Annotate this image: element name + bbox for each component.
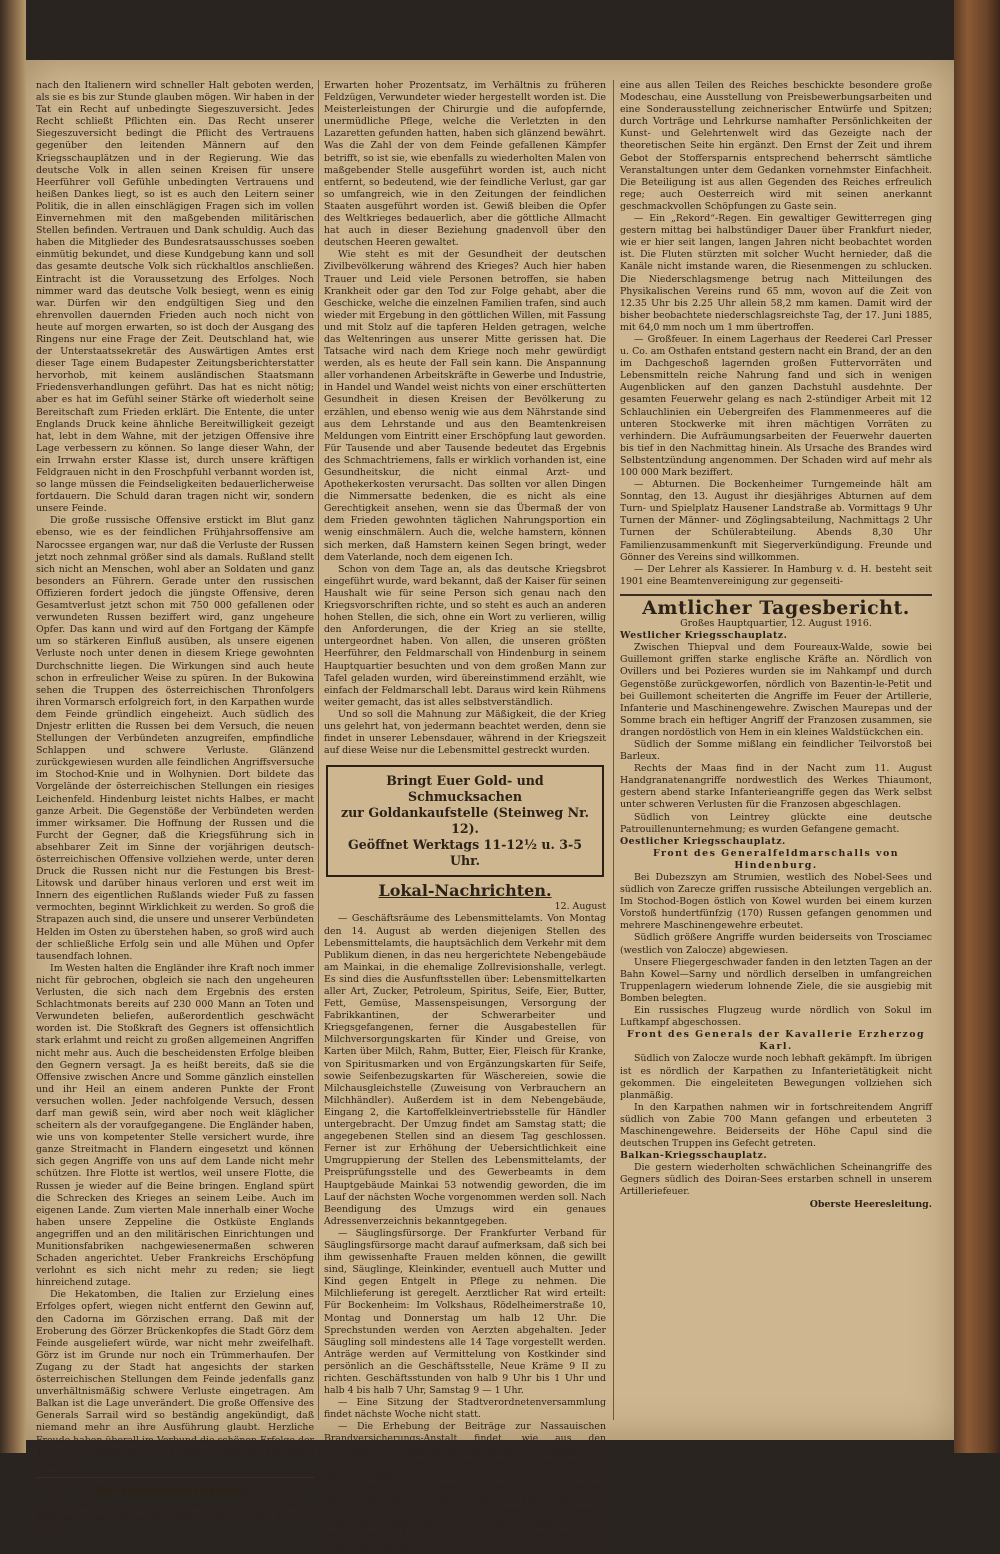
article-paragraph: Die große russische Offensive erstickt im Blut ganz ebenso, wie es der feindlichen Frühjahrsoffensive am Narocssee ergangen war, nur daß die Verluste der Russen jetzt noch zehnmal größer sind als damals. Rußland stellt sich nicht an Menschen, wohl aber an Soldaten und ganz besonders an Führern. Gerade unter den russischen Offizieren fordert jedoch die jüngste Offensive, deren Gesamtverlust jetzt schon mit 750 000 gefallenen oder verwundeten Russen beziffert wird, ganz ungeheure Opfer. Das kann und wird auf den Fortgang der Kämpfe um so stärkeren Einfluß ausüben, als unsere eigenen Verluste noch unter denen in diesem Kriege gewohnten Durchschnitte liegen. Die Wirkungen sind auch heute schon in erfreulicher Weise zu spüren. In der Bukowina sehen die Truppen des österreichischen Thronfolgers ihren Vormarsch erfolgreich fort, in den Karpathen wurde dem Feinde gründlich eingeheizt. Auch südlich des Dnjestr erlitten die Russen bei dem Versuch, die neuen Stellungen der Verbündeten anzugreifen, empfindliche Schlappen und schwere Verluste. Glänzend zurückgewiesen wurden alle feindlichen Angriffsversuche im Stochod-Knie und in Wolhynien. Dort bildete das Vorgelände der österreichischen Stellungen ein riesiges Leichenfeld. Hindenburg leistet nichts Halbes, er macht ganze Arbeit. Die Gegenstöße der Verbündeten werden immer wirksamer. Die Hoffnung der Russen und die Furcht der Gegner, daß die Kriegsführung sich in absehbarer Zeit im Sinne der vorjährigen deutsch-österreichischen Offensive vollziehen werde, unter deren Druck die Russen nicht nur die Festungen bis Brest-Litowsk und darüber hinaus verloren und erst weit im Innern des eigentlichen Rußlands wieder Fuß zu fassen vermochten, beginnt Wirklichkeit zu werden. So groß die Strapazen auch sind, die unsere und unserer Verbündeten Helden im Osten zu überstehen haben, so groß wird auch der schließliche Erfolg sein und alle Mühen und Opfer tausendfach lohnen. bbox=[36, 515, 314, 962]
gold-collection-advertisement bbox=[326, 765, 604, 877]
ad-line: Geöffnet Werktags 11-12½ u. 3-5 Uhr. bbox=[347, 837, 583, 869]
column-divider bbox=[613, 80, 614, 1420]
report-paragraph: Unsere Fliegergeschwader fanden in den letzten Tagen an der Bahn Kowel—Sarny und nördlich derselben in umfangreichen Truppenlagern wiederum lohnende Ziele, die sie ausgiebig mit Bomben belegten. bbox=[620, 956, 932, 1004]
report-paragraph: Südlich größere Angriffe wurden beiderseits von Trosciamec (westlich von Zalocze) abgewiesen. bbox=[620, 932, 932, 956]
newspaper-sheet bbox=[26, 60, 954, 1554]
report-paragraph: Südlich von Leintrey glückte eine deutsche Patrouillenunternehmung; es wurden Gefangene gemacht. bbox=[620, 811, 932, 835]
local-news-item: — Ein „Rekord“-Regen. Ein gewaltiger Gewitterregen ging gestern mittag bei halbstündiger Dauer über Frankfurt nieder, wie er hier seit langen, langen Jahren nicht beobachtet worden ist. Die Fluten stürzten mit solcher Wucht hernieder, daß die Kanäle nicht imstande waren, die Riesenmengen zu schlucken. Die Niederschlagsmenge betrug nach Mitteilungen des Physikalischen Vereins rund 65 mm, wovon auf die Zeit von 12.35 Uhr bis 2.25 Uhr allein 58,2 mm kamen. Damit wird der bisher beobachtete niederschlagsreichste Tag, der 17. Juni 1885, mit 64,0 mm noch um 1 mm übertroffen. bbox=[620, 213, 932, 333]
headline-kriegsgesundheit: Kriegsgesundheit. bbox=[93, 1480, 257, 1499]
report-paragraph: Südlich von Zalocze wurde noch lebhaft gekämpft. Im übrigen ist es nördlich der Karpathen zu Infanterietätigkeit nicht gekommen. Die eingeleiteten Bewegungen vollziehen sich planmäßig. bbox=[620, 1053, 932, 1101]
article-paragraph: Im Westen halten die Engländer ihre Kraft noch immer nicht für gebrochen, obgleich sie nach den ungeheuren Verlusten, die sich nach dem Ergebnis des ersten Schlachtmonats bereits auf 230 000 Mann an Toten und Verwundeten beliefen, außerordentlich geschwächt worden ist. Die Stoßkraft des Gegners ist offensichtlich stark erlahmt und reicht zu großen allgemeinen Angriffen nicht mehr aus. Auch die bescheidensten Erfolge bleiben den Gegnern versagt. Ja es heißt bereits, daß sie die Offensive zwischen Ancre und Somme gänzlich einstellen und ihr Heil an einem anderen Punkte der Front versuchen wollen. Jeder nachfolgende Versuch, dessen darf man gewiß sein, wird aber noch weit kläglicher scheitern als der voraufgegangene. Die Engländer haben, wie uns von kompetenter Stelle versichert wurde, ihre ganze Streitmacht in Flandern eingesetzt und können sich gegen Angriffe von uns auf dem Lande nicht mehr schützen. Ihre Flotte ist wertlos, weil unsere Flotte, die Russen je wieder auf die Beine bringen. England spürt die Schrecken des Krieges an seinem Leibe. Auch im eigenen Lande. Zum vierten Male innerhalb einer Woche haben unsere Zeppeline die Ostküste Englands angegriffen und an den militärischen Einrichtungen und Munitionsfabriken nachgewiesenermaßen schweren Schaden angerichtet. Ueber Frankreichs Erschöpfung verlohnt es sich nicht mehr zu reden; sie liegt hinreichend zutage. bbox=[36, 962, 314, 1289]
section-rule bbox=[36, 1477, 314, 1478]
column-divider bbox=[318, 80, 319, 1420]
report-paragraph: Rechts der Maas find in der Nacht zum 11. August Handgranatenangriffe nordwestlich des Werkes Thiaumont, gestern abend starke Infanterieangriffe gegen das Werk selbst unter schweren Verlusten für die Franzosen abgeschlagen. bbox=[620, 763, 932, 811]
local-news-item: — Der Lehrer als Kassierer. In Hamburg v. d. H. besteht seit 1901 eine Beamtenvereinigung zur gegenseiti- bbox=[620, 563, 932, 587]
headline-amtlicher-tagesbericht: Amtlicher Tagesbericht. bbox=[642, 596, 910, 619]
article-paragraph: nach den Italienern wird schneller Halt geboten werden, als sie es bis zur Stunde glauben mögen. Wir haben in der Tat ein Recht auf unbedingte Siegeszuversicht. Jedes Recht schließt Pflichten ein. Das Recht unserer Siegeszuversicht bedingt die Pflicht des Vertrauens gegenüber den leitenden Männern auf den Kriegsschauplätzen und in der Regierung. Wie das deutsche Volk in allen seinen Kreisen für unsere Heerführer voll Gefühle unbedingten Vertrauens und heißen Dankes liegt, so ist es auch den Leitern seiner Politik, die in allen einschlägigen Fragen sich im vollen Einvernehmen mit den maßgebenden militärischen Stellen befinden. Vertrauen und Dank schuldig. Auch das haben die Mitglieder des Bundesratsausschusses soeben einmütig bekundet, und diese Kundgebung kann und soll das gesamte deutsche Volk sich rückhaltlos anschließen. Eintracht ist die Voraussetzung des Erfolges. Noch nimmer ward das deutsche Volk besiegt, wenn es einig war. Dürfen wir den endgültigen Sieg und den ehrenvollen dauernden Frieden auch noch nicht von heute auf morgen erwarten, so ist doch der Ausgang des Ringens nur eine Frage der Zeit. Deutschland hat, wie der Unterstaatssekretär des Auswärtigen Amtes erst dieser Tage einem Budapester Zeitungsberichterstatter hervorhob, mit keinem ausländischen Staatsmann Friedensverhandlungen geführt. Das hat es nicht nötig; aber es hat im Gefühl seiner Stärke oft wiederholt seine Bereitschaft zum Frieden erklärt. Die Entente, die unter Englands Druck keine ähnliche Bereitwilligkeit gezeigt hat, lebt in dem Wahne, mit der jetzigen Offensive ihre Lage verbessern zu können. So lange dieser Wahn, der ein Irrwahn erster Klasse ist, durch unsere kräftigen Feldgrauen nicht in den Froschpfuhl verbannt worden ist, so lange müssen die Feindseligkeiten bedauerlicherweise fortdauern. Die Schuld daran tragen nicht wir, sondern unsere Feinde. bbox=[36, 80, 314, 515]
article-paragraph: Wie steht es mit der Gesundheit der deutschen Zivilbevölkerung während des Krieges? Auch hier haben Trauer und Leid viele Personen betroffen, sie haben Krankheit oder gar den Tod zur Folge gehabt, aber die Geschicke, welche die einzelnen Familien trafen, sind auch wieder mit Ergebung in den göttlichen Willen, mit Fassung und mit Stolz auf die tapferen Helden getragen, welche das Weltenringen aus unserer Mitte gerissen hat. Die Tatsache wird nach dem Kriege noch mehr gewürdigt werden, als es heute der Fall sein kann. Die Anspannung aller vorhandenen Arbeitskräfte in Gewerbe und Industrie, in Handel und Wandel weist nichts von einer erschütterten Gesundheit in diesen Kreisen der Bevölkerung zu erzählen, und ebenso wenig wie aus dem Nährstande sind aus dem Lehrstande und aus den Beamtenkreisen Meldungen vom Eintritt einer Erschöpfung laut geworden. Für Tausende und aber Tausende bedeutet das Ergebnis des Schmachtriemens, falls er wirklich vorhanden ist, eine Gesundheitskur, die nicht einmal Arzt- und Apothekerkosten verursacht. Das sollten vor allen Dingen die Nimmersatte bedenken, die es nicht als eine Gerechtigkeit ansehen, wenn sie das Übermaß der von dem Frieden gewohnten täglichen Nahrungsportion ein wenig einschmälern. Auch die, welche hamstern, können sich merken, daß Hamstern keinen Segen bringt, weder dem Vaterlande, noch dem eigenen Ich. bbox=[324, 249, 606, 563]
column-2 bbox=[324, 80, 606, 1554]
report-paragraph: Ein russisches Flugzeug wurde nördlich von Sokul im Luftkampf abgeschossen. bbox=[620, 1005, 932, 1029]
article-paragraph: Von amtlicher Seite ist neulich erfreulicherweise abermals mitgeteilt worden, daß ein sehr großer Teil, ein über bbox=[36, 1499, 314, 1536]
front-heading-hindenburg: Front des Generalfeldmarschalls von Hindenburg. bbox=[652, 847, 900, 871]
front-heading-erzherzog-karl: Front des Generals der Kavallerie Erzherzog Karl. bbox=[626, 1029, 926, 1053]
local-news-item: — Säuglingsfürsorge. Der Frankfurter Verband für Säuglingsfürsorge macht darauf aufmerksam, daß sich bei ihm gewissenhafte Frauen melden können, die gewillt sind, Säuglinge, Kleinkinder, eventuell auch Mutter und Kind gegen Entgelt in Pflege zu nehmen. Die Milchlieferung ist geregelt. Aerztlicher Rat wird erteilt: Für Bockenheim: Im Volkshaus, Rödelheimerstraße 10, Montag und Donnerstag um halb 12 Uhr. Die Sprechstunden werden von Aerzten abgehalten. Jeder Säugling soll mindestens alle 14 Tage vorgestellt werden. Anträge werden auf Vermittelung von Kostkinder sind persönlich an die Geschäftsstelle, Neue Kräme 9 II zu richten. Geschäftsstunden von halb 9 Uhr bis 1 Uhr und halb 4 bis halb 7 Uhr, Samstag 9 — 1 Uhr. bbox=[324, 1227, 606, 1397]
local-news-item: — Frankfurter Modewoche. Vom 19. bis 28. August findet von dem Verband „Das einfache Kleid“ im Schumanntheater eine vom Modebund veranstaltete Modewoche statt, die sich zu einem künstlerisch wie gesellschaftlich bedeutenden Ereignis gestalten wird. Die Modewoche bringt bbox=[324, 1481, 606, 1554]
local-news-item: — Großfeuer. In einem Lagerhaus der Reederei Carl Presser u. Co. am Osthafen entstand gestern nacht ein Brand, der an den im Dachgeschoß lagernden großen Futtervorräten und Lebensmitteln reiche Nahrung fand und sich in wenigen Augenblicken auf den ganzen Dachstuhl ausdehnte. Der gesamten Feuerwehr gelang es nach 2-stündiger Arbeit mit 12 Schlauchlinien ein Uebergreifen des Flammenmeeres auf die unteren Stockwerke mit ihren mächtigen Vorräten zu verhindern. Die Aufräumungsarbeiten der Feuerwehr dauerten bis tief in den Nachmittag hinein. Als Ursache des Brandes wird Selbstentzündung angenommen. Der Schaden wird auf mehr als 100 000 Mark beziffert. bbox=[620, 333, 932, 478]
article-paragraph: Und so soll die Mahnung zur Mäßigkeit, die der Krieg uns gelehrt hat, von jedermann beachtet werden, denn sie findet in unserer Lebensdauer, während in der Kriegszeit auf diese Weise nur die Lebensmittel gestreckt wurden. bbox=[324, 708, 606, 757]
local-news-item: — Eine Sitzung der Stadtverordnetenversammlung findet nächste Woche nicht statt. bbox=[324, 1397, 606, 1421]
column-1 bbox=[36, 80, 314, 1536]
dateline: 12. August bbox=[554, 901, 606, 913]
left-binding-edge bbox=[0, 0, 26, 1453]
right-book-spine bbox=[954, 0, 1000, 1453]
ad-line: zur Goldankaufstelle (Steinweg Nr. 12). bbox=[341, 805, 589, 837]
column-3 bbox=[620, 80, 932, 1430]
headline-lokal-nachrichten: Lokal-Nachrichten. bbox=[378, 881, 552, 901]
report-signature: Oberste Heeresleitung. bbox=[809, 1198, 932, 1210]
section-heading-balkan: Balkan-Kriegsschauplatz. bbox=[620, 1150, 768, 1162]
local-news-item: — Die Erhebung der Beiträge zur Nassauischen Brandversicherungs-Anstalt findet, wie aus den Inseratenteil ersichtlich, für den Stadtbezirk Bockenheim am 14. und 15. August d. J. im ehemaligen Bockenheimer Rathause statt. bbox=[324, 1421, 606, 1481]
section-heading-west: Westlicher Kriegsschauplatz. bbox=[620, 630, 788, 642]
local-news-item: eine aus allen Teilen des Reiches beschickte besondere große Modeschau, eine Ausstellung von Preisbewerbungsarbeiten und eine Sonderausstellung zeichnerischer Entwürfe und Spitzen; durch Vorträge und Lehrkurse namhafter Persönlichkeiten der Kunst- und Gelehrtenwelt wird das Gezeigte nach der theoretischen Seite hin ergänzt. Den Ernst der Zeit und ihrem Gebot der Stoffersparnis entsprechend beherrscht sämtliche Veranstaltungen unter dem Gedanken vornehmster Einfachheit. Die Beteiligung ist aus allen Gegenden des Reiches erfreulich rege; auch Oesterreich wird mit seinen anerkannt geschmackvollen Schöpfungen zu Gaste sein. bbox=[620, 80, 932, 212]
report-paragraph: Zwischen Thiepval und dem Foureaux-Walde, sowie bei Guillemont griffen starke englische Kräfte an. Nördlich von Ovillers und bei Pozieres wurden sie im Nahkampf und durch Gegenstöße zurückgeworfen, nördlich von Bazentin-le-Petit und bei Guillemont scheiterten die Angriffe im Feuer der Artillerie, Infanterie und Maschinengewehre. Zwischen Maurepas und der Somme brach ein heftiger Angriff der Franzosen zusammen, sie drangen nordöstlich von Hem in ein kleines Waldstückchen ein. bbox=[620, 642, 932, 738]
article-paragraph: Schon von dem Tage an, als das deutsche Kriegsbrot eingeführt wurde, ward bekannt, daß der Kaiser für seinen Haushalt wie für seine Person sich genau nach den Kriegsvorschriften richte, und so steht es auch an anderen hohen Stellen, die sich, ohne ein Wort zu verlieren, willig den Anforderungen, die der Krieg an sie stellte, untergeordnet haben. Von allen, die unseren größten Heerführer, den Feldmarschall von Hindenburg in seinem Hauptquartier besuchten und von dem großen Mann zur Tafel geladen wurden, wird übereinstimmend erzählt, wie einfach der Feldmarschall lebt. Daraus wird kein Rühmens weiter gemacht, das ist alles selbstverständlich. bbox=[324, 563, 606, 708]
article-paragraph: Die Hekatomben, die Italien zur Erzielung eines Erfolges opfert, wiegen nicht entfernt den Gewinn auf, den Cadorna im Görzischen errang. Daß mit der Eroberung des Görzer Brückenkopfes die Stadt Görz dem Feinde ausgeliefert würde, war nicht mehr zweifelhaft. Görz ist im Grunde nur noch ein Trümmerhaufen. Der Zugang zu der Stadt hat angesichts der starken österreichischen Stellungen dem Feinde jedenfalls ganz unverhältnismäßig schwere Verluste eingetragen. Am Balkan ist die Lage unverändert. Die große Offensive des Generals Sarrail wird so beständig angekündigt, daß niemand mehr an ihre Ausführung glaubt. Herzliche Freude haben überall im Verbund die schönen Erfolge der Türken in Südpersien, im Kaukasus und am Suezkanal erweckt. bbox=[36, 1289, 314, 1470]
local-news-item: — Abturnen. Die Bockenheimer Turngemeinde hält am Sonntag, den 13. August ihr diesjähriges Abturnen auf dem Turn- und Spielplatz Hausener Landstraße ab. Vormittags 9 Uhr Turnen der Männer- und Zöglingsabteilung, Nachmittags 2 Uhr Turnen der Schülerabteilung. Abends 8,30 Uhr Familienzusammenkunft mit Siegerverkündigung. Freunde und Gönner des Vereins sind willkommen. bbox=[620, 479, 932, 563]
report-paragraph: Bei Dubezszyn am Strumien, westlich des Nobel-Sees und südlich von Zarecze griffen russische Abteilungen vergeblich an. Im Stochod-Bogen östlich von Kowel wurden bei einem kurzen Vorstoß hundertfünfzig (170) Russen gefangen genommen und mehrere Maschinengewehre erbeutet. bbox=[620, 872, 932, 932]
report-paragraph: Die gestern wiederholten schwächlichen Scheinangriffe des Gegners südlich des Doiran-Sees erstarben schnell in unserem Artilleriefeuer. bbox=[620, 1162, 932, 1198]
article-paragraph: Erwarten hoher Prozentsatz, im Verhältnis zu früheren Feldzügen, Verwundeter wieder hergestellt worden ist. Die Meisterleistungen der Chirurgie und die aufopfernde, unermüdliche Pflege, welche die Verletzten in den Lazaretten gefunden hatten, haben sich glänzend bewährt. Was die Zahl der von dem Feinde gefallenen Kämpfer betrifft, so ist sie, wie ebenfalls zu wiederholten Malen von maßgebender Stelle ausgeführt worden ist, auch nicht entfernt, so bedeutend, wie der feindliche Verlust, gar gar so umfangreich, wie in den Zeitungen der feindlichen Staaten ausgeführt worden ist. Gewiß bleiben die Opfer des Weltkrieges bedauerlich, aber die göttliche Allmacht hat auch in dieser Beziehung gnadenvoll über den deutschen Heeren gewaltet. bbox=[324, 80, 606, 249]
section-rule bbox=[620, 594, 932, 596]
local-news-item: — Geschäftsräume des Lebensmittelamts. Von Montag den 14. August ab werden diejenigen Stellen des Lebensmittelamts, die hauptsächlich dem Verkehr mit dem Publikum dienen, in das neu hergerichtete Nebengebäude am Mainkai, in die ehemalige Zollrevisionshalle, verlegt. Es sind dies die Ausfunftsstellen über: Lebensmittelkarten aller Art, Zucker, Petroleum, Spiritus, Seife, Eier, Butter, Fett, Gemüse, Massenspeisungen, Versorgung der Fabrikkantinen, der Schwerarbeiter und Kriegsgefangenen, ferner die Ausgabestellen für Milchversorgungskarten für Kinder und Greise, von Karten über Milch, Rahm, Butter, Eier, Fleisch für Kranke, von Spiritusmarken und von Ergänzungskarten für Seife, sowie Seifenbezugskarten für Wäschereien, sowie die Milchausgleichstelle (Zuweisung von Verbrauchern an Milchhändler). Außerdem ist in dem Nebengebäude, Eingang 2, die Kartoffelkleinvertriebsstelle für Händler untergebracht. Der Umzug findet am Samstag statt; die angegebenen Stellen sind an diesem Tag geschlossen. Ferner ist zur Erhöhung der Uebersichtlichkeit eine Umgruppierung der Stellen des Lebensmittelamts, der Preisprüfungsstelle und des Gewerbeamts in dem Hauptgebäude Mainkai 53 notwendig geworden, die im Lauf der nächsten Woche vorgenommen werden soll. Nach Beendigung des Umzugs wird ein genaues Adressenverzeichnis bekanntgegeben. bbox=[324, 913, 606, 1227]
report-paragraph: Südlich der Somme mißlang ein feindlicher Teilvorstoß bei Barleux. bbox=[620, 738, 932, 763]
ad-line: Bringt Euer Gold- und Schmucksachen bbox=[386, 773, 544, 805]
report-paragraph: In den Karpathen nahmen wir in fortschreitendem Angriff südlich von Zabie 700 Mann gefangen und erbeuteten 3 Maschinengewehre. Beiderseits der Höhe Capul sind die deutschen Truppen ins Gefecht getreten. bbox=[620, 1101, 932, 1150]
section-heading-east: Oestlicher Kriegsschauplatz. bbox=[620, 835, 786, 847]
report-dateline: Großes Hauptquartier, 12. August 1916. bbox=[680, 618, 872, 630]
